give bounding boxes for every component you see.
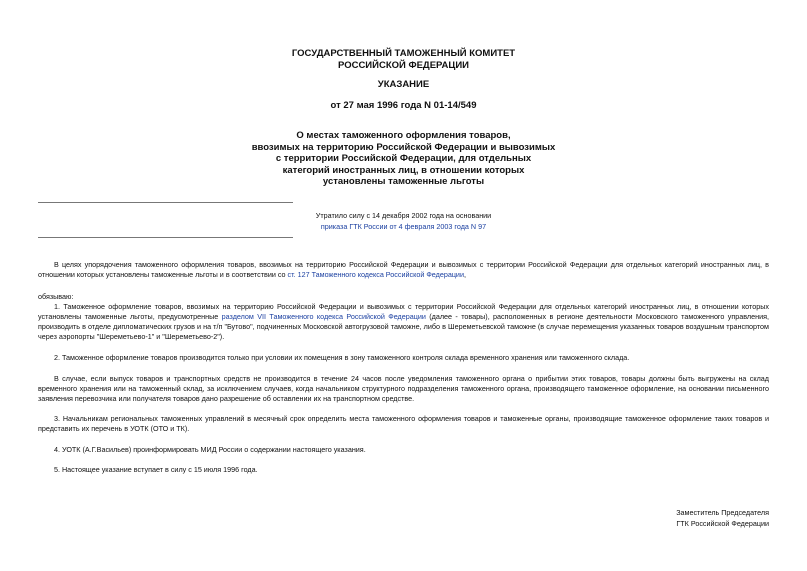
signature-line-2: ГТК Российской Федерации [676, 518, 769, 528]
preamble-text: В целях упорядочения таможенного оформления товаров, ввозимых на территорию Российской Федерации и вывозимых с территории Российской Федерации для отдельных категорий иностранных лиц, в отношении которых установлены таможенные льготы и в соответствии со [38, 260, 769, 279]
org-line-2: РОССИЙСКОЙ ФЕДЕРАЦИИ [337, 59, 469, 71]
document-type: УКАЗАНИЕ [377, 79, 430, 90]
title-line: с территории Российской Федерации, для отдельных [275, 153, 532, 164]
document-title [150, 130, 657, 188]
repeal-order-link[interactable]: приказа ГТК России от 4 февраля 2003 года N 97 [320, 221, 487, 231]
title-line: категорий иностранных лиц, в отношении которых [282, 164, 525, 176]
item-4-paragraph: 4. УОТК (А.Г.Васильев) проинформировать МИД России о содержании настоящего указания. [54, 445, 366, 454]
title-line: О местах таможенного оформления товаров, [296, 130, 511, 141]
signature-block [676, 508, 769, 529]
divider-top [38, 202, 293, 203]
obligate-line: обязываю: [38, 292, 74, 301]
preamble-text-end: , [463, 270, 466, 279]
title-line: ввозимых на территорию Российской Федерации и вывозимых [251, 141, 556, 153]
item-3-paragraph: 3. Начальникам региональных таможенных управлений в месячный срок определить места таможенного оформления товаров и таможенные органы, производящие таможенное оформление таких товаров и представить их перечень в УОТК (ОТО и ТК). [38, 414, 769, 433]
customs-code-section7-link[interactable]: разделом VII Таможенного кодекса Российской Федерации [221, 312, 426, 321]
item-1-paragraph [38, 302, 769, 342]
status-note [230, 211, 577, 232]
item-2-continuation: В случае, если выпуск товаров и транспортных средств не производится в течение 24 часов после уведомления таможенного органа о прибытии этих товаров, товары должны быть выгружены на склад временного хранения или на таможенный склад, за исключением случаев, когда начальником структурного подразделения таможенного органа, производящего таможенное оформление, на основании письменного заявления перевозчика или получателя товаров дано разрешение об оставлении их на транспортном средстве. [38, 374, 769, 403]
document-date: от 27 мая 1996 года N 01-14/549 [330, 100, 477, 111]
item-2-paragraph: 2. Таможенное оформление товаров производится только при условии их помещения в зону таможенного контроля склада временного хранения или таможенного склада. [54, 353, 630, 362]
org-line-1: ГОСУДАРСТВЕННЫЙ ТАМОЖЕННЫЙ КОМИТЕТ [291, 48, 516, 59]
title-line: установлены таможенные льготы [322, 176, 485, 187]
item-1-text: 1. Таможенное оформление товаров, ввозимых на территорию Российской Федерации и вывозимых с территории Российской Федерации для отдельных категорий иностранных лиц, в отношении которых установлены таможенные льготы, предусмотренные [38, 302, 769, 321]
divider-bottom [38, 237, 293, 238]
customs-code-art127-link[interactable]: ст. 127 Таможенного кодекса Российской Федерации [287, 270, 464, 279]
item-5-paragraph: 5. Настоящее указание вступает в силу с 15 июля 1996 года. [54, 465, 258, 474]
preamble-paragraph [38, 260, 769, 280]
status-note-text: Утратило силу с 14 декабря 2002 года на основании [315, 211, 492, 220]
issuing-organization [150, 48, 657, 71]
item-1-text-end: (далее - товары), расположенных в регионе деятельности Московского таможенного управления, производить в отделе дипломатических грузов и на т/п "Бутово", подчиненных Московской автогрузовой таможне, либо в Шереметьевской таможне (в случае перемещения указанных товаров воздушным транспортом через аэропорты "Шереметьево-1" и "Шереметьево-2"). [38, 312, 769, 341]
signature-line-1: Заместитель Председателя [676, 508, 769, 517]
